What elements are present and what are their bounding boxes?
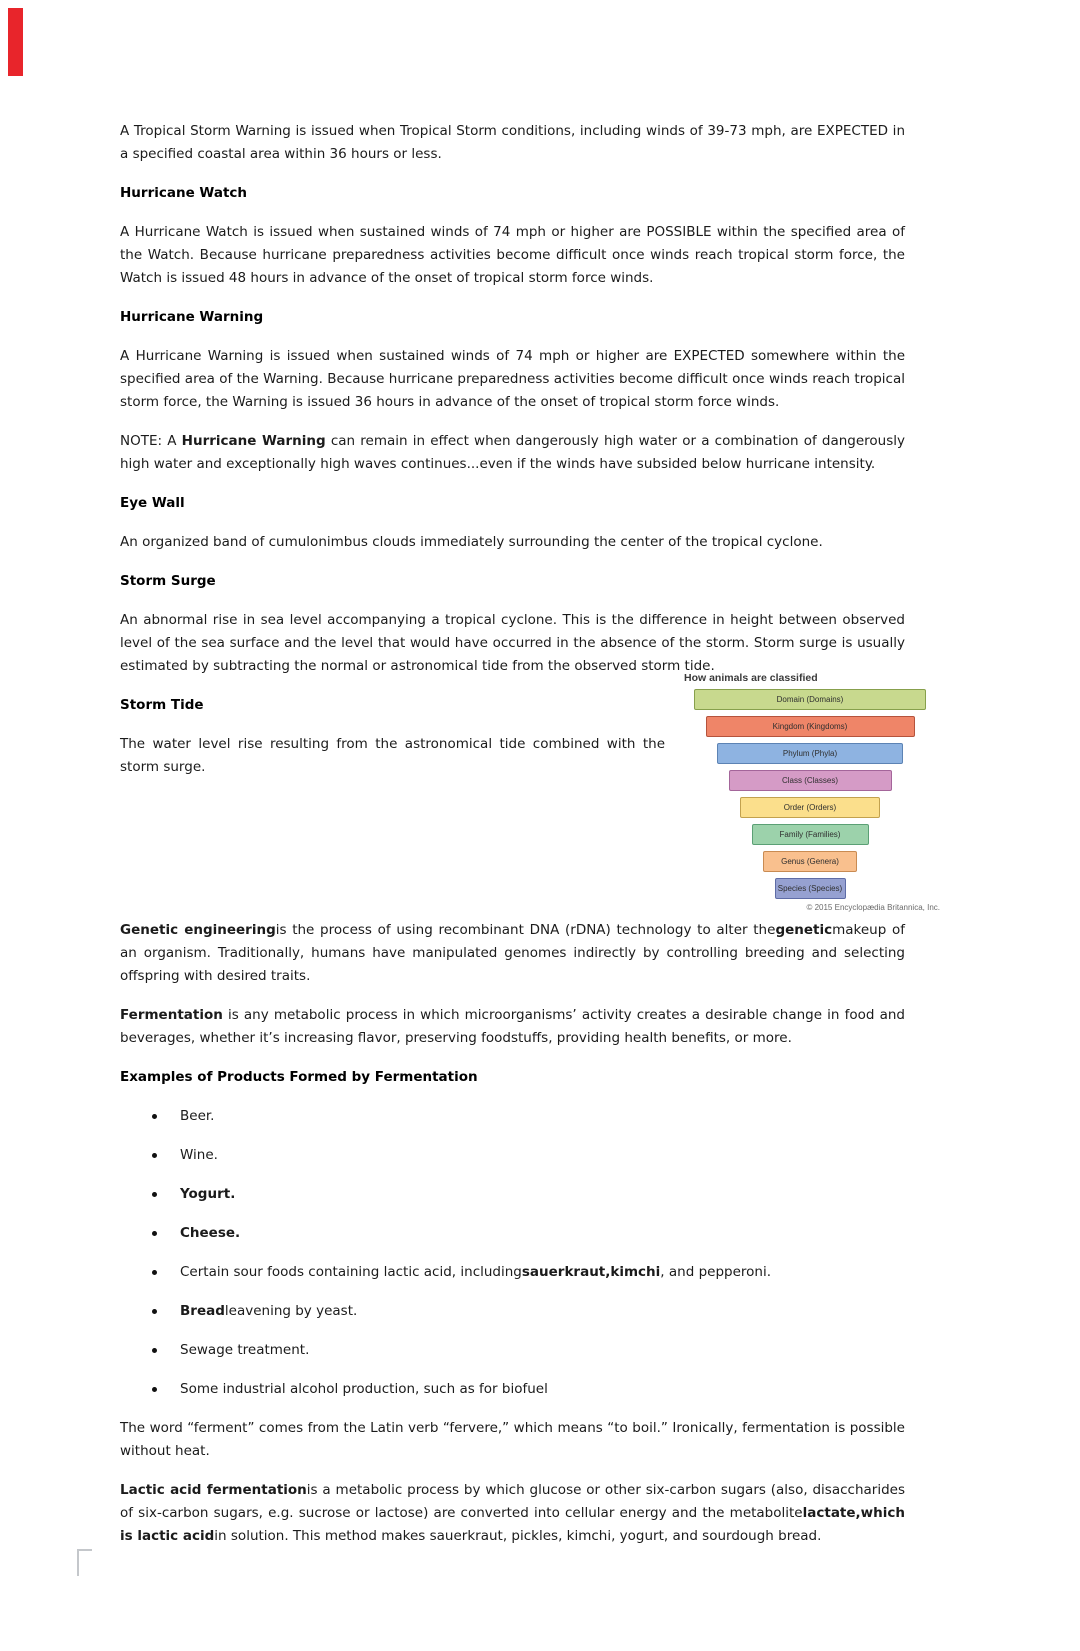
list-item bbox=[120, 1105, 905, 1128]
text-run: Certain sour foods containing lactic acid, including bbox=[180, 1264, 522, 1280]
bold-text-run: Genetic engineering bbox=[120, 922, 276, 938]
list-item-text bbox=[180, 1225, 240, 1241]
diagram-level-bar: Order (Orders) bbox=[740, 797, 880, 818]
text-run: Sewage treatment. bbox=[180, 1342, 310, 1358]
list-item bbox=[120, 1378, 905, 1401]
bold-text-run: genetic bbox=[775, 922, 833, 938]
section-heading bbox=[120, 1066, 905, 1089]
document-section-bottom bbox=[120, 919, 905, 1548]
section-heading bbox=[120, 182, 905, 205]
list-item-text bbox=[180, 1264, 771, 1280]
list-item bbox=[120, 1222, 905, 1245]
bold-text-run: Hurricane Watch bbox=[120, 185, 248, 201]
paragraph bbox=[120, 120, 905, 166]
list-item bbox=[120, 1339, 905, 1362]
list-item-text bbox=[180, 1381, 548, 1397]
list-item bbox=[120, 1261, 905, 1284]
text-run: , and pepperoni. bbox=[660, 1264, 771, 1280]
diagram-level-bar: Class (Classes) bbox=[729, 770, 892, 791]
bullet-icon bbox=[152, 1387, 157, 1392]
red-revision-marker bbox=[8, 8, 23, 76]
bullet-icon bbox=[152, 1348, 157, 1353]
section-heading bbox=[120, 492, 905, 515]
text-run: in solution. This method makes sauerkraut, pickles, kimchi, yogurt, and sourdough bread. bbox=[214, 1528, 822, 1544]
text-run: The word “ferment” comes from the Latin verb “fervere,” which means “to boil.” Ironically, fermentation is possible without heat. bbox=[120, 1420, 905, 1459]
diagram-credit: © 2015 Encyclopædia Britannica, Inc. bbox=[806, 903, 940, 912]
paragraph bbox=[120, 1004, 905, 1050]
diagram-level-bar: Phylum (Phyla) bbox=[717, 743, 903, 764]
classification-diagram bbox=[680, 672, 940, 913]
bullet-icon bbox=[152, 1231, 157, 1236]
bold-text-run: Yogurt. bbox=[180, 1186, 236, 1202]
text-run: A Tropical Storm Warning is issued when Tropical Storm conditions, including winds of 39-73 mph, are EXPECTED in a specified coastal area within 36 hours or less. bbox=[120, 123, 905, 162]
list-item-text bbox=[180, 1303, 357, 1319]
text-run: An organized band of cumulonimbus clouds immediately surrounding the center of the tropical cyclone. bbox=[120, 534, 823, 550]
bullet-icon bbox=[152, 1153, 157, 1158]
text-run: A Hurricane Watch is issued when sustained winds of 74 mph or higher are POSSIBLE within the specified area of the Watch. Because hurricane preparedness activities become difficult once winds reach tropical storm force, the Watch is issued 48 hours in advance of the onset of tropical storm force winds. bbox=[120, 224, 905, 286]
paragraph bbox=[120, 609, 905, 678]
bullet-icon bbox=[152, 1309, 157, 1314]
paragraph bbox=[120, 1417, 905, 1463]
text-run: Beer. bbox=[180, 1108, 215, 1124]
paragraph bbox=[120, 221, 905, 290]
paragraph bbox=[120, 345, 905, 414]
list-item-text bbox=[180, 1186, 235, 1202]
paragraph bbox=[120, 430, 905, 476]
bullet-icon bbox=[152, 1270, 157, 1275]
paragraph bbox=[120, 531, 905, 554]
section-heading bbox=[120, 570, 905, 593]
diagram-level-bar: Kingdom (Kingdoms) bbox=[706, 716, 915, 737]
bold-text-run: Eye Wall bbox=[120, 495, 185, 511]
section-heading bbox=[120, 694, 665, 717]
bold-text-run: sauerkraut,kimchi bbox=[521, 1264, 661, 1280]
diagram-level-bar: Genus (Genera) bbox=[763, 851, 857, 872]
text-run: Some industrial alcohol production, such as for biofuel bbox=[180, 1381, 548, 1397]
storm-tide-section bbox=[120, 672, 940, 919]
bold-text-run: Examples of Products Formed by Fermentation bbox=[120, 1069, 478, 1085]
text-run: NOTE: A bbox=[120, 433, 182, 449]
paragraph bbox=[120, 919, 905, 988]
diagram-level-bar: Family (Families) bbox=[752, 824, 869, 845]
bold-text-run: Hurricane Warning bbox=[181, 433, 326, 449]
bold-text-run: lactate,which is lactic acid bbox=[120, 1505, 905, 1544]
document-section-mid bbox=[120, 694, 665, 779]
text-run: Wine. bbox=[180, 1147, 218, 1163]
text-run: makeup of an organism. Traditionally, humans have manipulated genomes indirectly by controlling breeding and selecting offspring with desired traits. bbox=[120, 922, 906, 984]
text-run: can remain in effect when dangerously high water or a combination of dangerously high water and exceptionally high waves continues...even if the winds have subsided below hurricane intensity. bbox=[120, 433, 905, 472]
bold-text-run: Cheese. bbox=[180, 1225, 241, 1241]
bold-text-run: Storm Surge bbox=[120, 573, 216, 589]
text-run: is any metabolic process in which microorganisms’ activity creates a desirable change in food and beverages, whether it’s increasing flavor, preserving foodstuffs, providing health benefits, or more. bbox=[120, 1007, 905, 1046]
stray-corner-mark bbox=[77, 1549, 92, 1576]
text-run: An abnormal rise in sea level accompanying a tropical cyclone. This is the difference in height between observed level of the sea surface and the level that would have occurred in the absence of the storm. Storm surge is usually estimated by subtracting the normal or astronomical tide from the observed storm tide. bbox=[120, 612, 905, 674]
text-run: A Hurricane Warning is issued when sustained winds of 74 mph or higher are EXPECTED somewhere within the specified area of the Warning. Because hurricane preparedness activities become difficult once winds reach tropical storm force, the Warning is issued 36 hours in advance of the onset of tropical storm force winds. bbox=[120, 348, 905, 410]
text-run: leavening by yeast. bbox=[224, 1303, 358, 1319]
bullet-icon bbox=[152, 1114, 157, 1119]
bullet-icon bbox=[152, 1192, 157, 1197]
diagram-level-bar: Species (Species) bbox=[775, 878, 846, 899]
document-section-top bbox=[120, 120, 905, 678]
section-heading bbox=[120, 306, 905, 329]
diagram-bars bbox=[680, 689, 940, 899]
list-item bbox=[120, 1144, 905, 1167]
bold-text-run: Storm Tide bbox=[120, 697, 204, 713]
text-run: is a metabolic process by which glucose or other six-carbon sugars (also, disaccharides of six-carbon sugars, e.g. sucrose or lactose) are converted into cellular energy and the metabolite bbox=[120, 1482, 905, 1521]
paragraph bbox=[120, 1479, 905, 1548]
bold-text-run: Lactic acid fermentation bbox=[120, 1482, 307, 1498]
list-item bbox=[120, 1300, 905, 1323]
bold-text-run: Bread bbox=[180, 1303, 225, 1319]
diagram-level-bar: Domain (Domains) bbox=[694, 689, 926, 710]
list-item bbox=[120, 1183, 905, 1206]
text-run: is the process of using recombinant DNA (rDNA) technology to alter the bbox=[275, 922, 776, 938]
list-item-text bbox=[180, 1147, 218, 1163]
bold-text-run: Fermentation bbox=[120, 1007, 223, 1023]
diagram-title: How animals are classified bbox=[684, 672, 818, 684]
list-item-text bbox=[180, 1108, 214, 1124]
paragraph bbox=[120, 733, 665, 779]
list-item-text bbox=[180, 1342, 309, 1358]
bold-text-run: Hurricane Warning bbox=[120, 309, 264, 325]
text-run: The water level rise resulting from the astronomical tide combined with the storm surge. bbox=[120, 736, 665, 775]
document-body bbox=[120, 120, 940, 1564]
